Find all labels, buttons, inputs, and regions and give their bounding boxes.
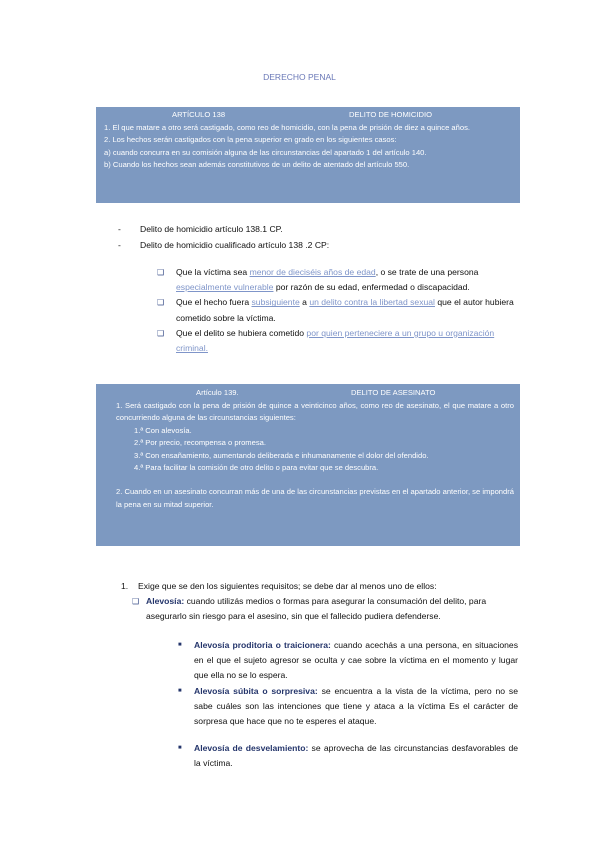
- square-bullet-icon: ❑: [157, 268, 165, 277]
- list-number: 1.: [121, 581, 129, 591]
- list-item-text: Que el delito se hubiera cometido por quien perteneciere a un grupo u organización criminal.: [176, 327, 495, 354]
- homicide-types-list: [118, 221, 329, 253]
- subtype-term: Alevosía de desvelamiento:: [194, 743, 309, 753]
- article-138-heading: DELITO DE HOMICIDIO: [349, 110, 432, 119]
- list-item: [157, 295, 517, 325]
- alevosia-subtype: [178, 684, 518, 729]
- square-bullet-icon: ■: [178, 745, 182, 751]
- list-item: [118, 221, 329, 237]
- list-item: [157, 265, 517, 295]
- article-139-heading: DELITO DE ASESINATO: [351, 388, 436, 397]
- alevosia-subtype: [178, 741, 518, 771]
- list-item-text: Delito de homicidio artículo 138.1 CP.: [140, 224, 283, 234]
- dash-bullet: -: [118, 224, 121, 234]
- alevosia-item: [132, 594, 519, 624]
- article-139-closing: 2. Cuando en un asesinato concurran más de una de las circunstancias previstas en el apartado anterior, se impondrá la pena en su mitad superior.: [116, 487, 514, 509]
- list-item-text: Delito de homicidio cualificado artículo 138 .2 CP:: [140, 240, 330, 250]
- article-138-line: 2. Los hechos serán castigados con la pena superior en grado en los siguientes casos:: [104, 135, 397, 145]
- list-item-text: Que el hecho fuera subsiguiente a un delito contra la libertad sexual que el autor hubiera cometido sobre la víctima.: [176, 297, 514, 323]
- subtype-text: Alevosía proditoria o traicionera: cuando acechás a una persona, en situaciones en el que el sujeto agresor se oculta y cae sobre la víctima en el momento y lugar que ella no se lo espera.: [194, 640, 518, 680]
- subtype-text: Alevosía súbita o sorpresiva: se encuentra a la vista de la víctima, pero no se sabe cuáles son las intenciones que tiene y ataca a la víctima Es el carácter de sorpresa que hace que no te esperes el ataque.: [194, 686, 518, 726]
- subtype-term: Alevosía proditoria o traicionera:: [194, 640, 331, 650]
- square-bullet-icon: ❑: [157, 328, 165, 338]
- list-item: [118, 237, 329, 253]
- article-139-item: 4.ª Para facilitar la comisión de otro delito o para evitar que se descubra.: [134, 463, 379, 473]
- article-138-line: a) cuando concurra en su comisión alguna de las circunstancias del apartado 1 del artículo 140.: [104, 147, 427, 157]
- article-139-header: [116, 387, 514, 400]
- article-139-box: [96, 384, 520, 546]
- dash-bullet: -: [118, 240, 121, 250]
- link-especialmente-vulnerable[interactable]: especialmente vulnerable: [176, 282, 274, 293]
- qualified-homicide-cases: [157, 265, 517, 356]
- link-delito-libertad-sexual[interactable]: un delito contra la libertad sexual: [309, 297, 435, 308]
- link-grupo-organizacion-criminal[interactable]: por quien perteneciere a un grupo u organización criminal.: [176, 327, 495, 354]
- alevosia-text: Alevosía: cuando utilizás medios o formas para asegurar la consumación del delito, para asegurarlo sin riesgo para el asesino, sin que el fallecido pudiera defenderse.: [146, 596, 487, 621]
- article-138-line: 1. El que matare a otro será castigado, como reo de homicidio, con la pena de prisión de diez a quince años.: [104, 123, 470, 132]
- article-138-box: [96, 107, 520, 203]
- requirements-text: Exige que se den los siguientes requisitos; se debe dar al menos uno de ellos:: [138, 581, 437, 591]
- page-title: DERECHO PENAL: [263, 72, 336, 82]
- article-139-intro: 1. Será castigado con la pena de prisión de quince a veinticinco años, como reo de asesinato, el que matare a otro concurriendo alguna de las circunstancias siguientes:: [116, 401, 514, 423]
- article-139-item: 3.ª Con ensañamiento, aumentando deliberada e inhumanamente el dolor del ofendido.: [134, 450, 429, 460]
- article-139-item: 1.ª Con alevosía.: [134, 425, 192, 435]
- article-139-item: 2.ª Por precio, recompensa o promesa.: [134, 438, 266, 448]
- article-138-line: b) Cuando los hechos sean además constitutivos de un delito de atentado del artículo 550.: [104, 160, 410, 170]
- square-bullet-icon: ■: [178, 688, 182, 694]
- subtype-term: Alevosía súbita o sorpresiva:: [194, 686, 318, 696]
- alevosia-term: Alevosía:: [146, 596, 185, 606]
- list-item: [157, 326, 517, 356]
- list-item-text: Que la víctima sea menor de dieciséis años de edad, o se trate de una persona especialmente vulnerable por razón de su edad, enfermedad o discapacidad.: [176, 267, 479, 293]
- square-bullet-icon: ❑: [157, 298, 165, 308]
- article-138-number: ARTÍCULO 138: [172, 110, 226, 119]
- article-138-header: [104, 109, 514, 122]
- article-139-number: Artículo 139.: [196, 388, 239, 397]
- square-bullet-icon: ■: [178, 642, 182, 648]
- subtype-text: Alevosía de desvelamiento: se aprovecha de las circunstancias desfavorables de la víctima.: [194, 743, 518, 768]
- link-subsiguiente[interactable]: subsiguiente: [251, 297, 300, 308]
- square-bullet-icon: ❑: [132, 597, 140, 606]
- alevosia-subtype: [178, 638, 518, 683]
- link-menor-de-dieciseis[interactable]: menor de dieciséis años de edad: [249, 267, 376, 277]
